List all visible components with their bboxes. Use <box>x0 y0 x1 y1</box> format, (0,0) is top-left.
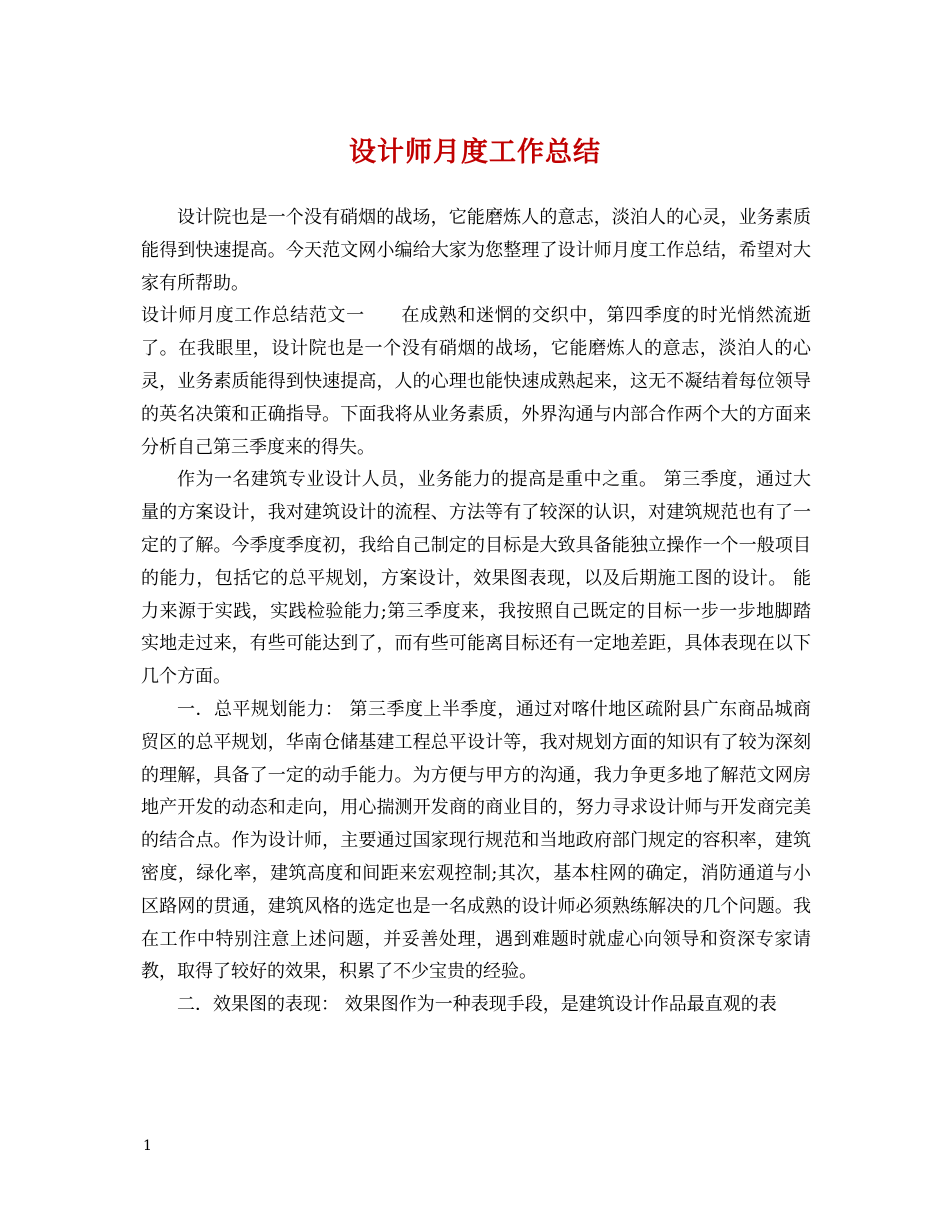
paragraph-planning-ability: 一．总平规划能力： 第三季度上半季度，通过对喀什地区疏附县广东商品城商贸区的总平规划，华南仓储基建工程总平设计等，我对规划方面的知识有了较为深刻的理解，具备了一定的动手能力。为方便与甲方的沟通，我力争更多地了解范文网房地产开发的动态和走向，用心揣测开发商的商业目的，努力寻求设计师与开发商完美的结合点。作为设计师，主要通过国家现行规范和当地政府部门规定的容积率，建筑密度，绿化率，建筑高度和间距来宏观控制;其次，基本柱网的确定，消防通道与小区路网的贯通，建筑风格的选定也是一名成熟的设计师必须熟练解决的几个问题。我在工作中特别注意上述问题，并妥善处理，遇到难题时就虚心向领导和资深专家请教，取得了较好的效果，积累了不少宝贵的经验。 <box>141 698 811 983</box>
section-heading: 设计师月度工作总结范文一 <box>141 305 365 327</box>
section-one-text: 在成熟和迷惘的交织中，第四季度的时光悄然流逝了。在我眼里，设计院也是一个没有硝烟的战场，它能磨炼人的意志，淡泊人的心灵，业务素质能得到快速提高，人的心理也能快速成熟起来，这无不凝结着每位领导的英名决策和正确指导。下面我将从业务素质，外界沟通与内部合作两个大的方面来分析自己第三季度来的得失。 <box>141 305 811 458</box>
paragraph-section-one <box>141 300 811 464</box>
paragraph-intro: 设计院也是一个没有硝烟的战场，它能磨炼人的意志，淡泊人的心灵，业务素质能得到快速提高。今天范文网小编给大家为您整理了设计师月度工作总结，希望对大家有所帮助。 <box>141 207 811 294</box>
page-number: 1 <box>143 1138 152 1154</box>
body-text <box>141 202 811 1022</box>
paragraph-business-ability: 作为一名建筑专业设计人员，业务能力的提高是重中之重。 第三季度，通过大量的方案设计，我对建筑设计的流程、方法等有了较深的认识，对建筑规范也有了一定的了解。今季度季度初，我给自己制定的目标是大致具备能独立操作一个一般项目的能力，包括它的总平规划，方案设计，效果图表现，以及后期施工图的设计。 能力来源于实践，实践检验能力;第三季度来，我按照自己既定的目标一步一步地脚踏实地走过来，有些可能达到了，而有些可能离目标还有一定地差距，具体表现在以下几个方面。 <box>141 469 811 688</box>
page-title: 设计师月度工作总结 <box>349 137 601 168</box>
paragraph-rendering: 二．效果图的表现： 效果图作为一种表现手段，是建筑设计作品最直观的表 <box>177 994 777 1016</box>
